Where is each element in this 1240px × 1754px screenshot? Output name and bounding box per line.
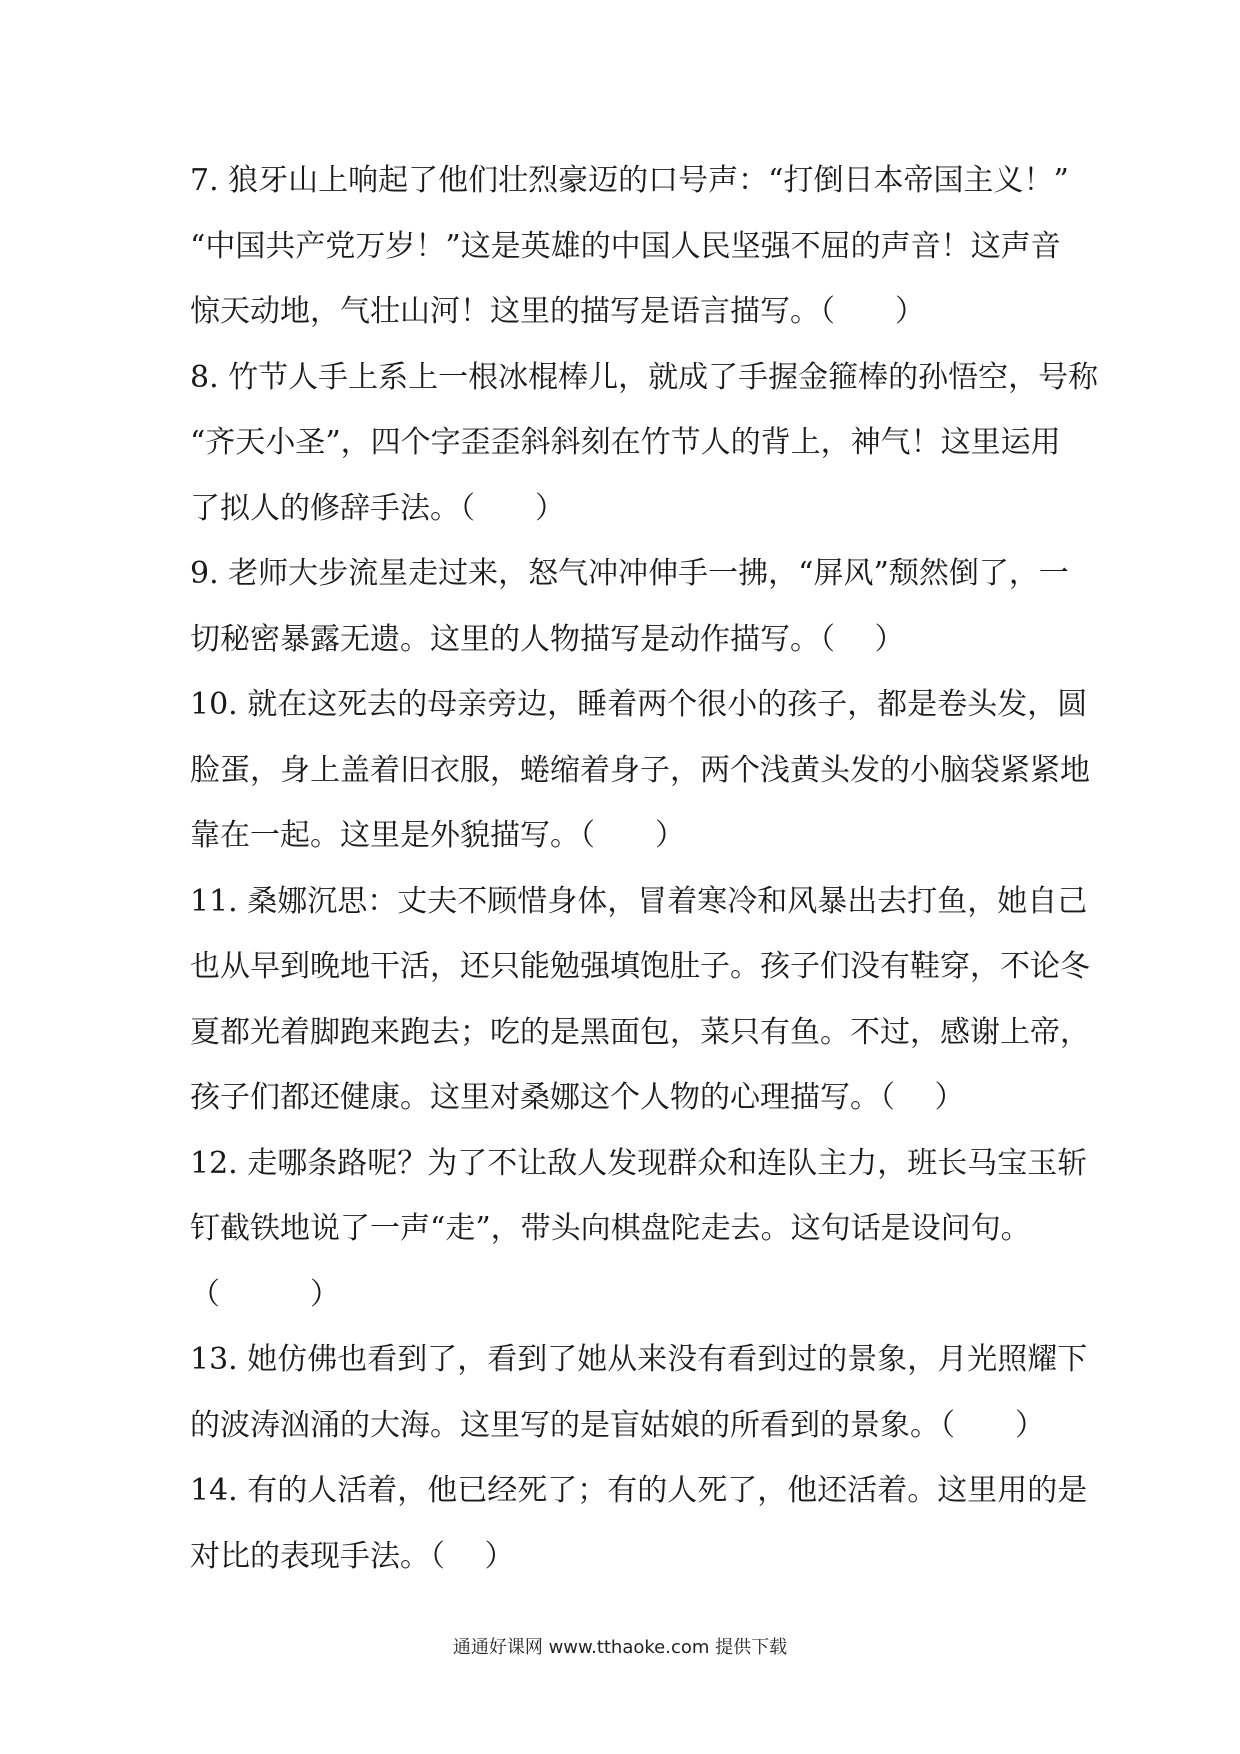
- question-11: [190, 869, 1090, 1131]
- question-line: 13. 她仿佛也看到了，看到了她从来没有看到过的景象，月光照耀下: [190, 1342, 1088, 1377]
- question-line: 9. 老师大步流星走过来，怒气冲冲伸手一拂，“屏风”颓然倒了，一: [190, 556, 1069, 591]
- question-line: 14. 有的人活着，他已经死了；有的人死了，他还活着。这里用的是: [190, 1473, 1088, 1508]
- question-line: （ ）: [190, 1276, 340, 1312]
- question-line: 惊天动地，气壮山河！这里的描写是语言描写。（ ）: [190, 294, 925, 329]
- question-9: [190, 541, 1069, 672]
- question-line: 孩子们都还健康。这里对桑娜这个人物的心理描写。（ ）: [190, 1080, 965, 1115]
- question-list: [190, 148, 1099, 1589]
- question-line: 的波涛汹涌的大海。这里写的是盲姑娘的所看到的景象。（ ）: [190, 1407, 1045, 1443]
- question-line: 8. 竹节人手上系上一根冰棍棒儿，就成了手握金箍棒的孙悟空，号称: [190, 359, 1099, 395]
- question-7: [190, 148, 1069, 345]
- question-line: 11. 桑娜沉思：丈夫不顾惜身体，冒着寒冷和风暴出去打鱼，她自己: [190, 883, 1088, 919]
- question-line: “齐天小圣”，四个字歪歪斜斜刻在竹节人的背上，神气！这里运用: [190, 425, 1061, 460]
- question-line: 脸蛋，身上盖着旧衣服，蜷缩着身子，两个浅黄头发的小脑袋紧紧地: [190, 752, 1090, 788]
- question-line: 切秘密暴露无遗。这里的人物描写是动作描写。（ ）: [190, 621, 905, 657]
- question-line: 7. 狼牙山上响起了他们壮烈豪迈的口号声：“打倒日本帝国主义！”: [190, 163, 1069, 198]
- question-12: [190, 1131, 1088, 1328]
- question-line: 夏都光着脚跑来跑去；吃的是黑面包，菜只有鱼。不过，感谢上帝，: [190, 1014, 1090, 1050]
- question-line: 靠在一起。这里是外貌描写。（ ）: [190, 818, 685, 853]
- question-line: 12. 走哪条路呢？为了不让敌人发现群众和连队主力，班长马宝玉斩: [190, 1145, 1088, 1181]
- question-line: 也从早到晚地干活，还只能勉强填饱肚子。孩子们没有鞋穿，不论冬: [190, 949, 1090, 984]
- page-footer: 通通好课网 www.tthaoke.com 提供下载: [452, 1637, 788, 1658]
- question-line: 了拟人的修辞手法。（ ）: [190, 490, 565, 526]
- question-14: [190, 1458, 1088, 1589]
- question-line: 对比的表现手法。（ ）: [190, 1538, 515, 1574]
- question-line: 钉截铁地说了一声“走”，带头向棋盘陀走去。这句话是设问句。: [190, 1211, 1031, 1246]
- question-13: [190, 1327, 1088, 1458]
- question-8: [190, 345, 1099, 542]
- question-10: [190, 672, 1090, 869]
- question-line: “中国共产党万岁！”这是英雄的中国人民坚强不屈的声音！这声音: [190, 228, 1061, 264]
- question-line: 10. 就在这死去的母亲旁边，睡着两个很小的孩子，都是卷头发，圆: [190, 687, 1088, 722]
